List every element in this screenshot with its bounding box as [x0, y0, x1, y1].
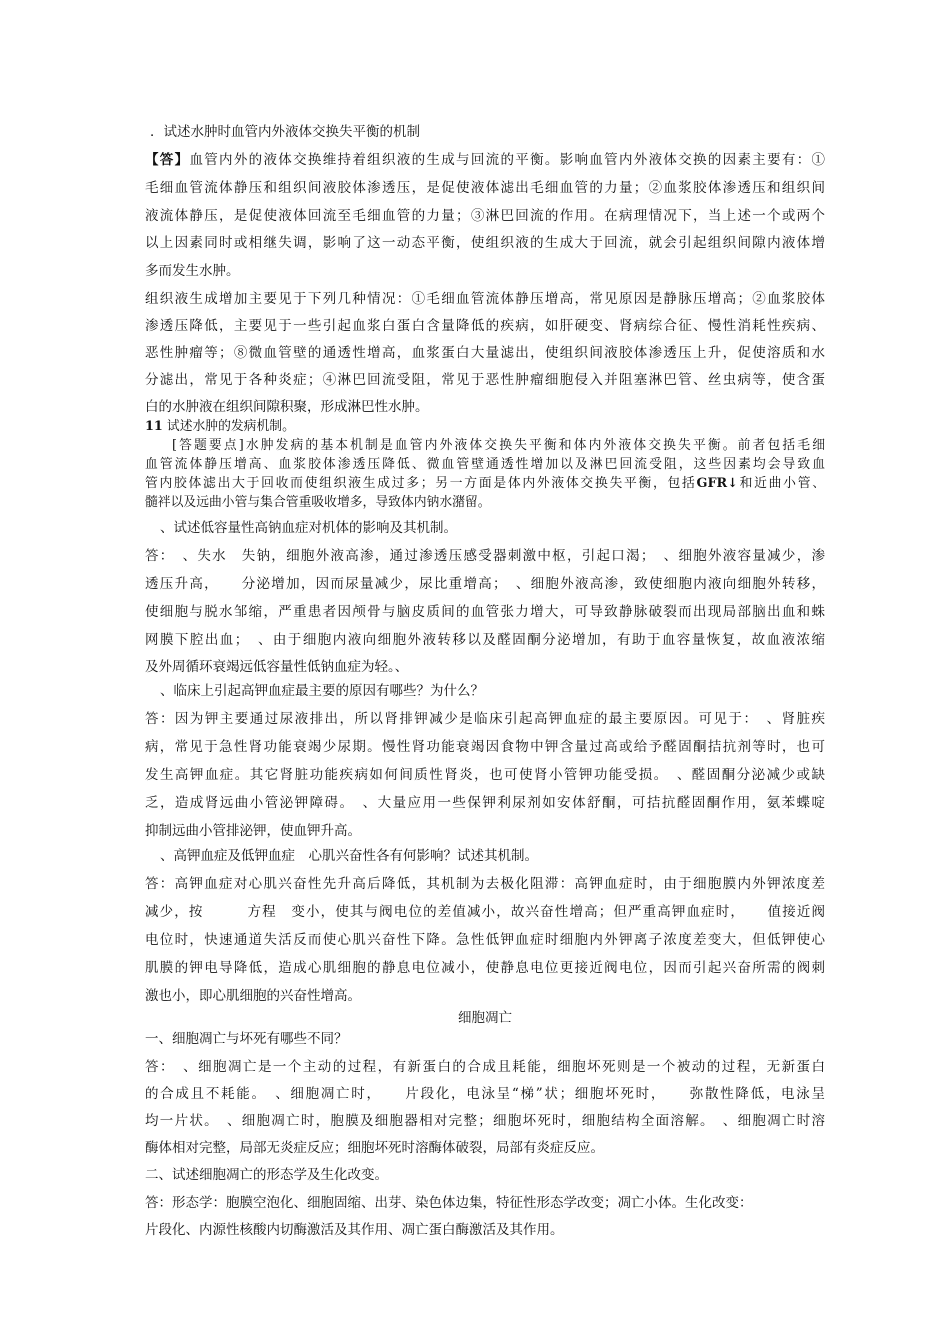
- detail-line: 恶性肿瘤等；⑧微血管壁的通透性增高，血浆蛋白大量滤出，使组织间液胶体渗透压上升，促使溶质和水: [145, 345, 825, 361]
- answer-line: 以上因素同时或相继失调，影响了这一动态平衡，使组织液的生成大于回流，就会引起组织间隙内液体增: [145, 235, 825, 251]
- question-title: 一、细胞凋亡与坏死有哪些不同？: [145, 1031, 348, 1047]
- answer-line: 的合成且不耗能。 、细胞凋亡时， 片段化，电泳呈“梯”状；细胞坏死时， 弥散性降低，电泳呈: [145, 1086, 825, 1102]
- answer-line: 液流体静压，是促使液体回流至毛细血管的力量；③淋巴回流的作用。在病理情况下，当上述一个或两个: [145, 208, 825, 224]
- answer-line: [答题要点]水肿发病的基本机制是血管内外液体交换失平衡和体内外液体交换失平衡。前者包括毛细: [172, 438, 825, 453]
- answer-line: 均一片状。 、细胞凋亡时，胞膜及细胞器相对完整；细胞坏死时，细胞结构全面溶解。 、细胞凋亡时溶: [145, 1113, 825, 1129]
- answer-line: 酶体相对完整，局部无炎症反应；细胞坏死时溶酶体破裂，局部有炎症反应。: [145, 1140, 604, 1156]
- answer-line: 管内胶体滤出大于回收而使组织液生成过多；另一方面是体内外液体交换失平衡，包括GFR↓和近曲小管、: [145, 476, 826, 491]
- answer-line: 答：因为钾主要通过尿液排出，所以肾排钾减少是临床引起高钾血症的最主要原因。可见于： 、肾脏疾: [145, 711, 825, 727]
- answer-line: 髓袢以及远曲小管与集合管重吸收增多，导致体内钠水潴留。: [145, 495, 491, 510]
- detail-line: 组织液生成增加主要见于下列几种情况：①毛细血管流体静压增高，常见原因是静脉压增高；②血浆胶体: [145, 291, 825, 307]
- answer-line: 答： 、细胞凋亡是一个主动的过程，有新蛋白的合成且耗能，细胞坏死则是一个被动的过程，无新蛋白: [145, 1059, 825, 1075]
- answer-line: 【答】血管内外的液体交换维持着组织液的生成与回流的平衡。影响血管内外液体交换的因素主要有：①: [145, 152, 826, 168]
- answer-line: 答：形态学：胞膜空泡化、细胞固缩、出芽、染色体边集，特征性形态学改变；凋亡小体。生化改变：: [145, 1195, 753, 1211]
- answer-line: 发生高钾血症。其它肾脏功能疾病如何间质性肾炎，也可使肾小管钾功能受损。 、醛固酮分泌减少或缺: [145, 767, 825, 783]
- answer-line: 激也小，即心肌细胞的兴奋性增高。: [145, 988, 361, 1004]
- answer-line: 答：高钾血症对心肌兴奋性先升高后降低，其机制为去极化阻滞：高钾血症时，由于细胞膜内外钾浓度差: [145, 876, 825, 892]
- answer-line: 肌膜的钾电导降低，造成心肌细胞的静息电位减小，使静息电位更接近阀电位，因而引起兴奋所需的阀刺: [145, 960, 825, 976]
- detail-line: 分滤出，常见于各种炎症；④淋巴回流受阻，常见于恶性肿瘤细胞侵入并阻塞淋巴管、丝虫病等，使含蛋: [145, 372, 825, 388]
- question-title: 二、试述细胞凋亡的形态学及生化改变。: [145, 1167, 388, 1183]
- answer-line: 片段化、内源性核酸内切酶激活及其作用、凋亡蛋白酶激活及其作用。: [145, 1222, 564, 1238]
- answer-line: 乏，造成肾远曲小管泌钾障碍。 、大量应用一些保钾利尿剂如安体舒酮，可拮抗醛固酮作用，氨苯蝶啶: [145, 795, 825, 811]
- gfr-term: GFR↓: [696, 476, 738, 491]
- answer-line: 透压升高， 分泌增加，因而尿量减少，尿比重增高； 、细胞外液高渗，致使细胞内液向细胞外转移，: [145, 576, 825, 592]
- answer-line: 答： 、失水 失钠，细胞外液高渗，通过渗透压感受器刺激中枢，引起口渴； 、细胞外液容量减少，渗: [145, 548, 825, 564]
- detail-line: 渗透压降低，主要见于一些引起血浆白蛋白含量降低的疾病，如肝硬变、肾病综合征、慢性消耗性疾病、: [145, 318, 825, 334]
- question-title: 、临床上引起高钾血症最主要的原因有哪些？为什么？: [160, 683, 484, 699]
- answer-line: 及外周循环衰竭远低容量性低钠血症为轻。、: [145, 659, 409, 675]
- answer-line: 电位时，快速通道失活反而使心肌兴奋性下降。急性低钾血症时细胞内外钾离子浓度差变大，但低钾使心: [145, 932, 825, 948]
- question-title: 、试述低容量性高钠血症对机体的影响及其机制。: [160, 520, 457, 536]
- answer-line: 血管流体静压增高、血浆胶体渗透压降低、微血管壁通透性增加以及淋巴回流受阻，这些因素均会导致血: [145, 457, 825, 472]
- chapter-title: 细胞凋亡: [458, 1010, 512, 1026]
- answer-line: 病，常见于急性肾功能衰竭少尿期。慢性肾功能衰竭因食物中钾含量过高或给予醛固酮拮抗剂等时，也可: [145, 739, 825, 755]
- answer-label: 【答】: [145, 152, 190, 168]
- answer-line: 减少，按 方程 变小，使其与阀电位的差值减小，故兴奋性增高；但严重高钾血症时， 值接近阀: [145, 904, 825, 920]
- answer-line: 使细胞与脱水邹缩，严重患者因颅骨与脑皮质间的血管张力增大，可导致静脉破裂而出现局部脑出血和蛛: [145, 604, 825, 620]
- answer-line: 抑制远曲小管排泌钾，使血钾升高。: [145, 823, 361, 839]
- question-title: ．试述水肿时血管内外液体交换失平衡的机制: [150, 124, 420, 140]
- question-title: 、高钾血症及低钾血症 心肌兴奋性各有何影响？试述其机制。: [160, 848, 538, 864]
- question-title: 11 试述水肿的发病机制。: [145, 419, 295, 434]
- question-number: 11: [145, 419, 163, 434]
- detail-line: 白的水肿液在组织间隙积聚，形成淋巴性水肿。: [145, 399, 429, 415]
- answer-line: 多而发生水肿。: [145, 263, 240, 279]
- answer-line: 毛细血管流体静压和组织间液胶体渗透压，是促使液体滤出毛细血管的力量；②血浆胶体渗透压和组织间: [145, 180, 825, 196]
- answer-line: 网膜下腔出血； 、由于细胞内液向细胞外液转移以及醛固酮分泌增加，有助于血容量恢复，故血液浓缩: [145, 632, 825, 648]
